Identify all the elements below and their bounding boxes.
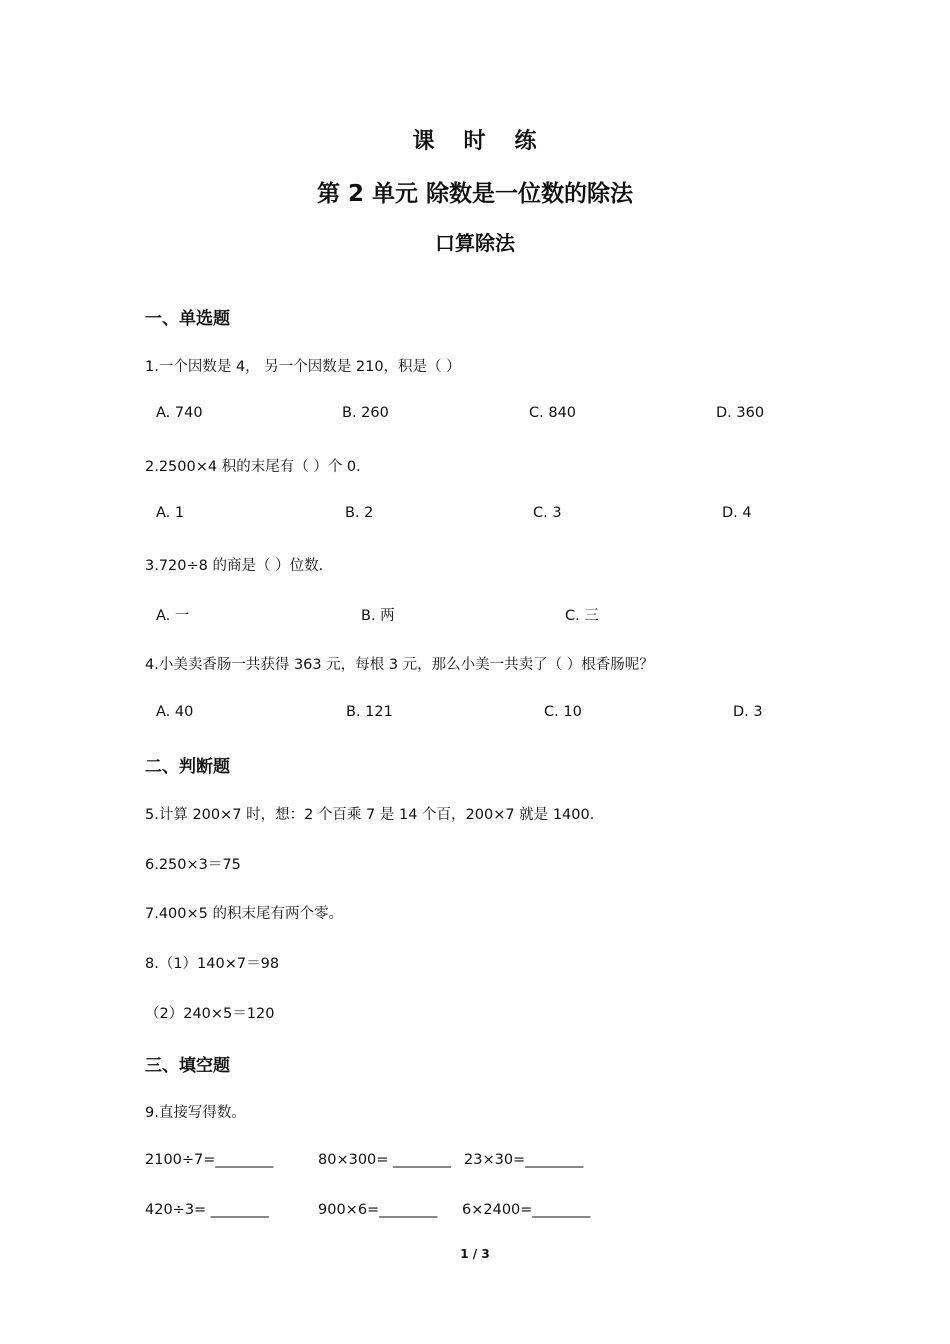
option: B. 260: [342, 405, 389, 421]
title-char: 练: [514, 129, 538, 154]
question-6: 6.250×3＝75: [145, 857, 241, 873]
fill-item: 23×30=________: [464, 1152, 584, 1168]
option: A. 1: [156, 505, 185, 521]
title-char: 时: [463, 129, 487, 154]
option: C. 3: [533, 505, 562, 521]
page-number: 1 / 3: [460, 1247, 490, 1261]
option: D. 3: [733, 704, 763, 720]
option: A. 40: [156, 704, 194, 720]
option: A. 一: [156, 608, 190, 624]
fill-item: 6×2400=________: [462, 1202, 591, 1218]
question-5: 5.计算 200×7 时，想：2 个百乘 7 是 14 个百，200×7 就是 1400．: [145, 807, 605, 823]
question-9: 9.直接写得数。: [145, 1105, 246, 1121]
option: D. 4: [722, 505, 752, 521]
fill-item: 420÷3= ________: [145, 1202, 269, 1218]
question-8-part-1: 8.（1）140×7＝98: [145, 956, 280, 972]
option: B. 两: [361, 608, 395, 624]
fill-item: 2100÷7=________: [145, 1152, 274, 1168]
question-3: 3.720÷8 的商是（ ）位数．: [145, 558, 334, 574]
option: B. 2: [345, 505, 374, 521]
option: C. 840: [529, 405, 577, 421]
option: D. 360: [716, 405, 765, 421]
lesson-title: 口算除法: [435, 231, 515, 255]
title-char: 课: [412, 129, 436, 154]
question-1: 1.一个因数是 4， 另一个因数是 210，积是（ ）: [145, 359, 461, 375]
question-7: 7.400×5 的积末尾有两个零。: [145, 906, 343, 922]
option: C. 10: [544, 704, 582, 720]
option: A. 740: [156, 405, 203, 421]
question-4: 4.小美卖香肠一共获得 363 元，每根 3 元，那么小美一共卖了（ ）根香肠呢？: [145, 657, 654, 673]
fill-item: 900×6=________: [318, 1202, 438, 1218]
section-heading-fill-blank: 三、填空题: [145, 1056, 230, 1076]
option: C. 三: [565, 608, 599, 624]
question-8-part-2: （2）240×5＝120: [145, 1006, 275, 1022]
section-heading-single-choice: 一、单选题: [145, 309, 230, 329]
fill-item: 80×300= ________: [318, 1152, 452, 1168]
document-title: [0, 124, 950, 155]
question-2: 2.2500×4 积的末尾有（ ）个 0．: [145, 459, 371, 475]
unit-title: 第 2 单元 除数是一位数的除法: [316, 181, 634, 207]
option: B. 121: [346, 704, 393, 720]
section-heading-true-false: 二、判断题: [145, 757, 230, 777]
